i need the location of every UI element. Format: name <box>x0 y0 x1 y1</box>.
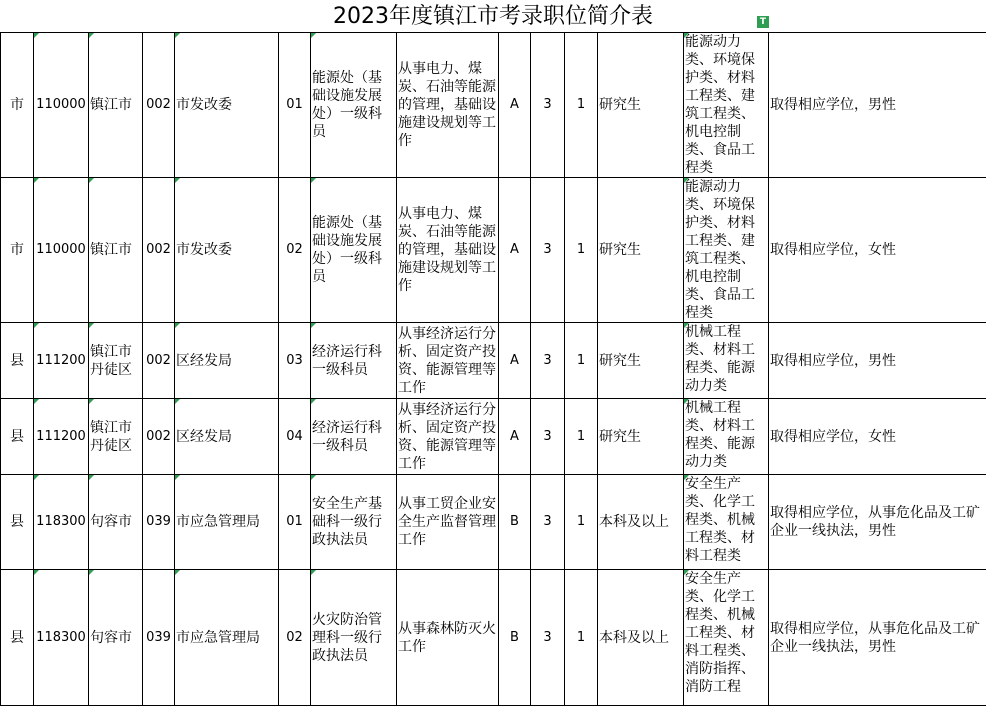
cell-position-code[interactable]: 02 <box>279 570 311 706</box>
cell-position[interactable]: 经济运行科一级科员 <box>311 399 397 475</box>
cell-position[interactable]: 经济运行科一级科员 <box>311 323 397 399</box>
cell-region[interactable]: 镇江市 <box>89 33 143 178</box>
cell-count[interactable]: 1 <box>565 399 598 475</box>
cell-department[interactable]: 区经发局 <box>175 399 279 475</box>
cell-requirements[interactable]: 取得相应学位，女性 <box>769 399 986 475</box>
positions-table <box>0 32 986 706</box>
cell-position-code[interactable]: 01 <box>279 475 311 570</box>
cell-position-code[interactable]: 04 <box>279 399 311 475</box>
cell-category[interactable]: A <box>499 178 531 323</box>
cell-education[interactable]: 研究生 <box>598 323 684 399</box>
cell-position[interactable]: 能源处（基础设施发展处）一级科员 <box>311 33 397 178</box>
cell-unit-code[interactable]: 110000 <box>34 178 89 323</box>
table-row <box>1 475 986 570</box>
cell-category[interactable]: B <box>499 570 531 706</box>
cell-education[interactable]: 研究生 <box>598 33 684 178</box>
cell-major[interactable]: 安全生产类、化学工程类、机械工程类、材料工程类 <box>684 475 769 570</box>
cell-requirements[interactable]: 取得相应学位，从事危化品及工矿企业一线执法，男性 <box>769 475 986 570</box>
cell-position[interactable]: 火灾防治管理科一级行政执法员 <box>311 570 397 706</box>
cell-level[interactable]: 市 <box>1 178 34 323</box>
cell-exam-ratio[interactable]: 3 <box>531 178 565 323</box>
cell-category[interactable]: A <box>499 33 531 178</box>
cell-dept-code[interactable]: 002 <box>143 399 175 475</box>
table-row <box>1 33 986 178</box>
table-row <box>1 399 986 475</box>
cell-department[interactable]: 市应急管理局 <box>175 475 279 570</box>
cell-category[interactable]: A <box>499 323 531 399</box>
cell-region[interactable]: 镇江市丹徒区 <box>89 399 143 475</box>
cell-position-code[interactable]: 02 <box>279 178 311 323</box>
cell-region[interactable]: 句容市 <box>89 570 143 706</box>
cell-department[interactable]: 市发改委 <box>175 178 279 323</box>
cell-department[interactable]: 区经发局 <box>175 323 279 399</box>
cell-unit-code[interactable]: 110000 <box>34 33 89 178</box>
cell-level[interactable]: 县 <box>1 399 34 475</box>
cell-level[interactable]: 县 <box>1 570 34 706</box>
cell-level[interactable]: 县 <box>1 323 34 399</box>
cell-level[interactable]: 市 <box>1 33 34 178</box>
cell-duties[interactable]: 从事森林防灭火工作 <box>397 570 499 706</box>
cell-region[interactable]: 句容市 <box>89 475 143 570</box>
cell-category[interactable]: A <box>499 399 531 475</box>
cell-exam-ratio[interactable]: 3 <box>531 475 565 570</box>
sheet-title: 2023年度镇江市考录职位简介表 <box>0 0 986 32</box>
cell-count[interactable]: 1 <box>565 570 598 706</box>
cell-unit-code[interactable]: 118300 <box>34 475 89 570</box>
cell-major[interactable]: 机械工程类、材料工程类、能源动力类 <box>684 399 769 475</box>
cell-unit-code[interactable]: 111200 <box>34 323 89 399</box>
cell-dept-code[interactable]: 002 <box>143 178 175 323</box>
cell-position[interactable]: 安全生产基础科一级行政执法员 <box>311 475 397 570</box>
cell-major[interactable]: 机械工程类、材料工程类、能源动力类 <box>684 323 769 399</box>
cell-region[interactable]: 镇江市 <box>89 178 143 323</box>
cell-department[interactable]: 市应急管理局 <box>175 570 279 706</box>
cell-major[interactable]: 安全生产类、化学工程类、机械工程类、材料工程类、消防指挥、消防工程 <box>684 570 769 706</box>
cell-exam-ratio[interactable]: 3 <box>531 323 565 399</box>
table-row <box>1 570 986 706</box>
table-row <box>1 323 986 399</box>
cell-level[interactable]: 县 <box>1 475 34 570</box>
cell-unit-code[interactable]: 118300 <box>34 570 89 706</box>
cell-category[interactable]: B <box>499 475 531 570</box>
cell-education[interactable]: 研究生 <box>598 178 684 323</box>
cell-count[interactable]: 1 <box>565 323 598 399</box>
cell-education[interactable]: 研究生 <box>598 399 684 475</box>
cell-exam-ratio[interactable]: 3 <box>531 33 565 178</box>
cell-major[interactable]: 能源动力类、环境保护类、材料工程类、建筑工程类、机电控制类、食品工程类 <box>684 33 769 178</box>
filter-icon[interactable]: T <box>757 16 769 28</box>
cell-duties[interactable]: 从事电力、煤炭、石油等能源的管理，基础设施建设规划等工作 <box>397 33 499 178</box>
cell-position-code[interactable]: 03 <box>279 323 311 399</box>
cell-exam-ratio[interactable]: 3 <box>531 570 565 706</box>
cell-count[interactable]: 1 <box>565 178 598 323</box>
cell-dept-code[interactable]: 002 <box>143 323 175 399</box>
cell-position[interactable]: 能源处（基础设施发展处）一级科员 <box>311 178 397 323</box>
cell-region[interactable]: 镇江市丹徒区 <box>89 323 143 399</box>
cell-dept-code[interactable]: 002 <box>143 33 175 178</box>
cell-education[interactable]: 本科及以上 <box>598 475 684 570</box>
cell-duties[interactable]: 从事工贸企业安全生产监督管理工作 <box>397 475 499 570</box>
cell-dept-code[interactable]: 039 <box>143 475 175 570</box>
cell-education[interactable]: 本科及以上 <box>598 570 684 706</box>
cell-duties[interactable]: 从事经济运行分析、固定资产投资、能源管理等工作 <box>397 399 499 475</box>
cell-count[interactable]: 1 <box>565 33 598 178</box>
cell-requirements[interactable]: 取得相应学位，男性 <box>769 33 986 178</box>
cell-duties[interactable]: 从事电力、煤炭、石油等能源的管理，基础设施建设规划等工作 <box>397 178 499 323</box>
cell-dept-code[interactable]: 039 <box>143 570 175 706</box>
cell-department[interactable]: 市发改委 <box>175 33 279 178</box>
cell-count[interactable]: 1 <box>565 475 598 570</box>
cell-requirements[interactable]: 取得相应学位，从事危化品及工矿企业一线执法，男性 <box>769 570 986 706</box>
cell-requirements[interactable]: 取得相应学位，女性 <box>769 178 986 323</box>
cell-position-code[interactable]: 01 <box>279 33 311 178</box>
cell-requirements[interactable]: 取得相应学位，男性 <box>769 323 986 399</box>
cell-unit-code[interactable]: 111200 <box>34 399 89 475</box>
table-row <box>1 178 986 323</box>
cell-major[interactable]: 能源动力类、环境保护类、材料工程类、建筑工程类、机电控制类、食品工程类 <box>684 178 769 323</box>
cell-duties[interactable]: 从事经济运行分析、固定资产投资、能源管理等工作 <box>397 323 499 399</box>
cell-exam-ratio[interactable]: 3 <box>531 399 565 475</box>
